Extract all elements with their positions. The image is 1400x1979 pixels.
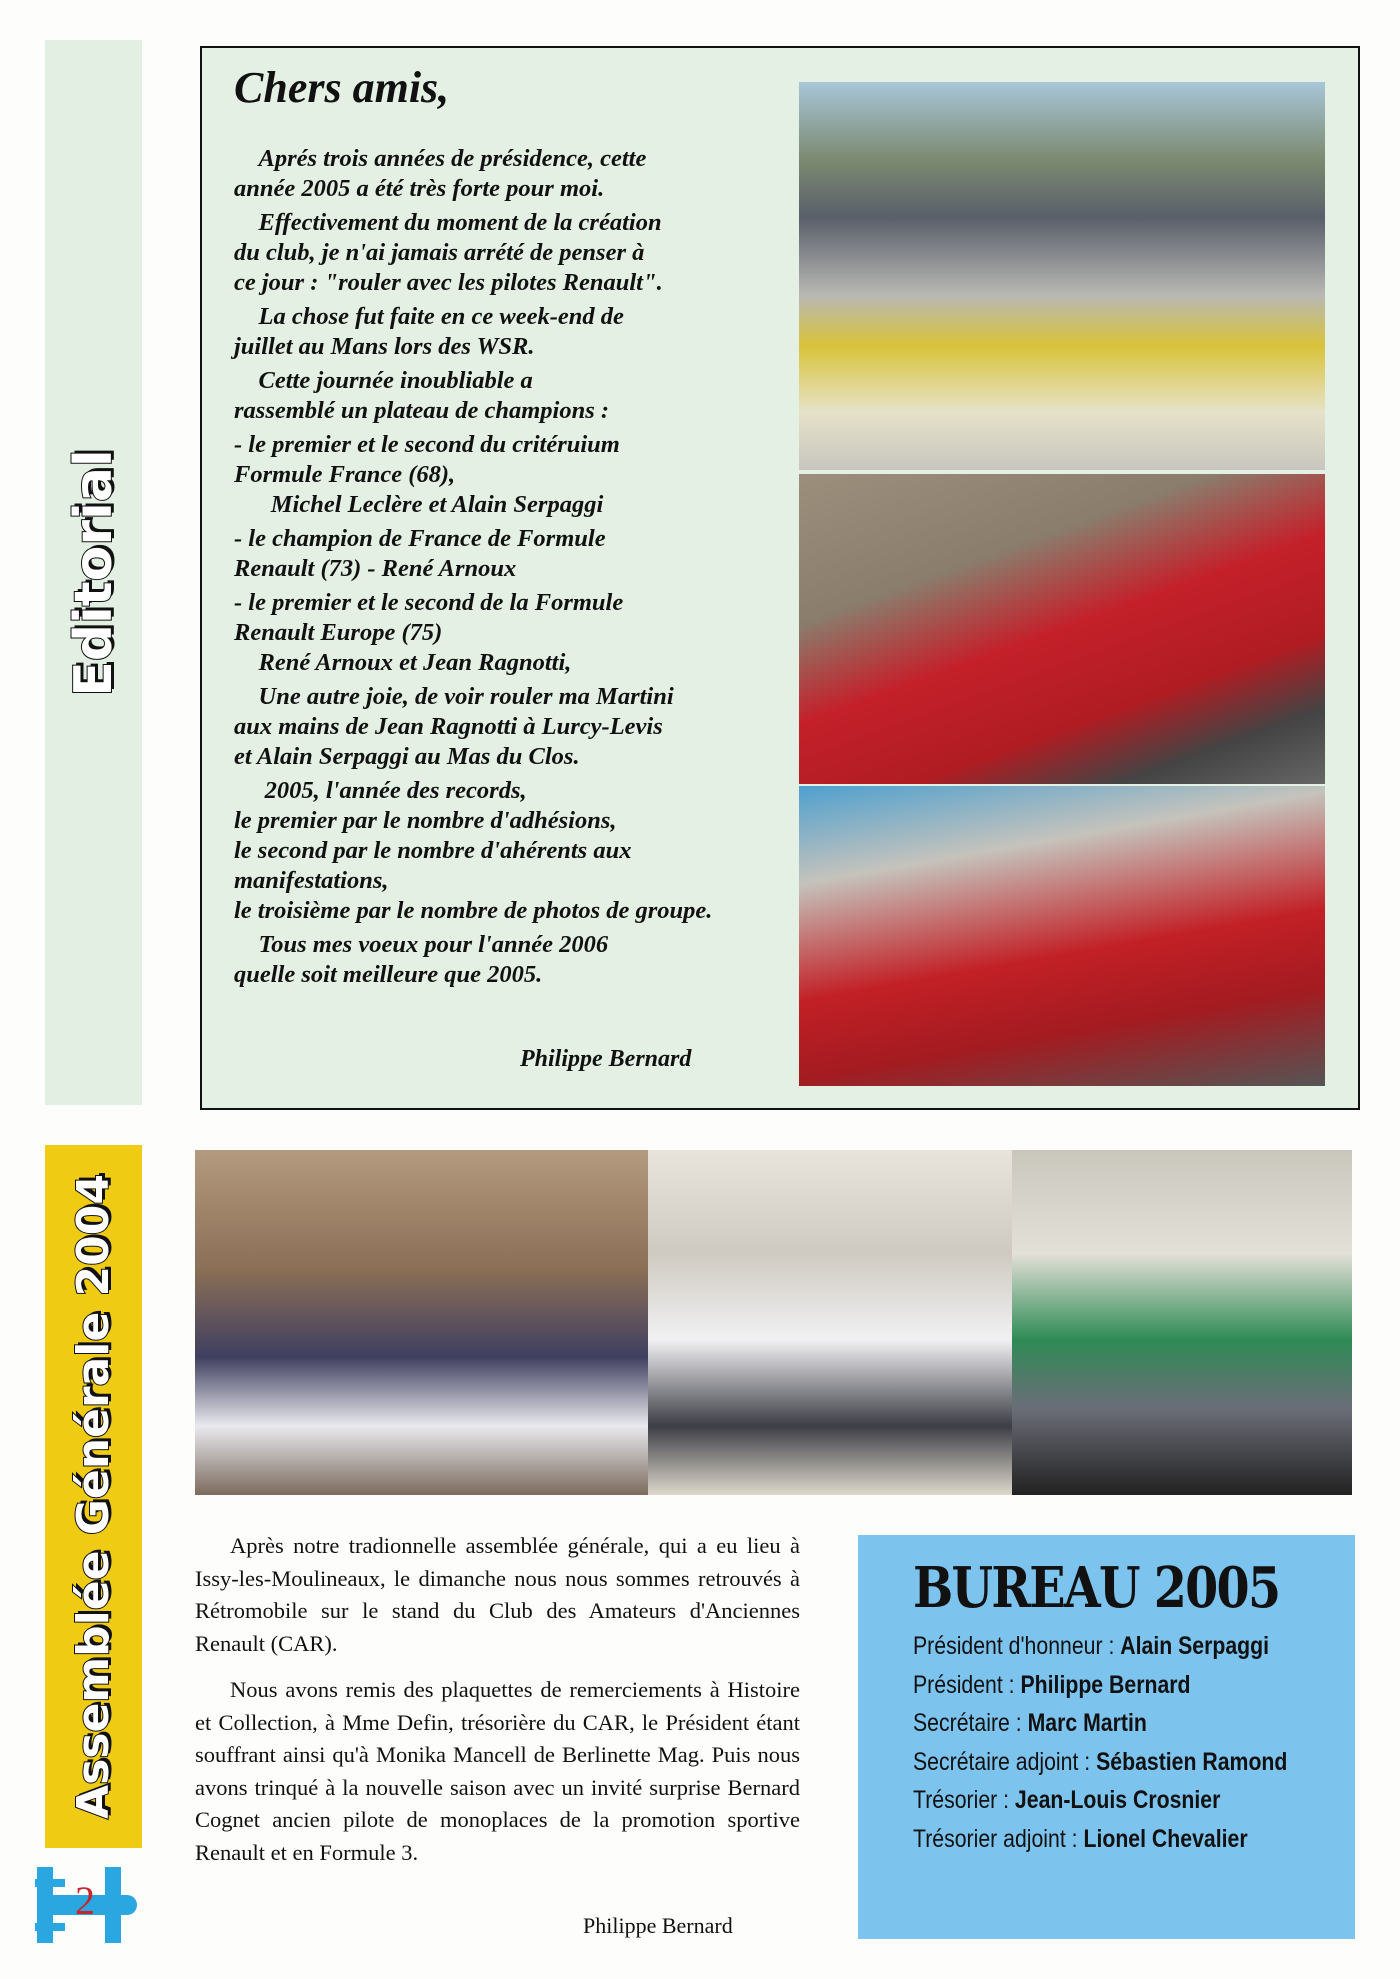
editorial-line: quelle soit meilleure que 2005. (234, 961, 543, 988)
editorial-line: Effectivement du moment de la création (234, 209, 662, 236)
photo-assembly-meeting (195, 1150, 648, 1495)
editorial-line: année 2005 a été très forte pour moi. (234, 175, 605, 202)
article-paragraph: Après notre tradionnelle assemblée générale, qui a eu lieu à Issy-les-Moulineaux, le dimanche nous nous sommes retrouvés à Rétromobile sur le stand du Club des Amateurs d'Anciennes Renault (CAR). (195, 1533, 800, 1656)
bureau-member-name: Alain Serpaggi (1120, 1632, 1270, 1660)
editorial-line: Une autre joie, de voir rouler ma Martini (234, 683, 674, 710)
editorial-line: Renault Europe (75) (234, 619, 443, 646)
page-number-logo (35, 1865, 150, 1945)
page-number: 2 (75, 1878, 95, 1923)
editorial-line: - le champion de France de Formule (234, 525, 606, 552)
editorial-line: Tous mes voeux pour l'année 2006 (234, 931, 609, 958)
editorial-line: aux mains de Jean Ragnotti à Lurcy-Levis (234, 713, 663, 740)
editorial-line: et Alain Serpaggi au Mas du Clos. (234, 743, 580, 770)
editorial-line: Aprés trois années de présidence, cette (234, 145, 647, 172)
editorial-tab-label: Editorial (63, 448, 124, 697)
bureau-member-name: Sébastien Ramond (1096, 1747, 1288, 1776)
editorial-line: - le premier et le second du critéruium (234, 431, 620, 458)
editorial-line: le second par le nombre d'ahérents aux (234, 837, 632, 864)
editorial-line: Formule France (68), (234, 461, 456, 488)
bureau-member-row (913, 1781, 1289, 1820)
photo-martini-car-42 (799, 786, 1325, 1086)
editorial-line: manifestations, (234, 867, 389, 894)
assemblee-tab-label: Assemblée Générale 2004 (68, 1174, 120, 1819)
photo-plaque-presentation (1012, 1150, 1352, 1495)
bureau-box (858, 1535, 1355, 1939)
editorial-title: Chers amis, (234, 63, 450, 112)
bureau-member-name: Jean-Louis Crosnier (1014, 1786, 1221, 1814)
editorial-line: le premier par le nombre d'adhésions, (234, 807, 617, 834)
bureau-member-name: Marc Martin (1027, 1709, 1147, 1737)
editorial-line: 2005, l'année des records, (234, 777, 527, 804)
article-paragraph: Nous avons remis des plaquettes de remerciements à Histoire et Collection, à Mme Defin, trésorière du CAR, le Président étant souffrant ainsi qu'à Monika Mancell de Berlinette Mag. Puis nous avons trinqué à la nouvelle saison avec un invité surprise Bernard Cognet ancien pilote de monoplaces de la promotion sportive Renault et en Formule 3. (195, 1677, 800, 1865)
editorial-line: ce jour : "rouler avec les pilotes Renault". (234, 269, 663, 296)
editorial-line: La chose fut faite en ce week-end de (234, 303, 624, 330)
editorial-line: - le premier et le second de la Formule (234, 589, 624, 616)
assemblee-section-tab (45, 1145, 142, 1848)
editorial-line: du club, je n'ai jamais arrété de penser à (234, 239, 645, 266)
bureau-role: Président : (913, 1670, 1021, 1699)
bureau-member-row (913, 1820, 1289, 1859)
editorial-text (234, 144, 814, 990)
editorial-line: René Arnoux et Jean Ragnotti, (234, 649, 572, 676)
photo-alpine-renault-crowd (799, 82, 1325, 470)
photo-retromobile-stand (648, 1150, 1012, 1495)
bureau-member-row (913, 1666, 1289, 1705)
editorial-line: le troisième par le nombre de photos de groupe. (234, 897, 713, 924)
editorial-section-tab (45, 40, 142, 1105)
editorial-line: Cette journée inoubliable a (234, 367, 533, 394)
bureau-member-name: Lionel Chevalier (1083, 1824, 1248, 1853)
bureau-member-row (913, 1627, 1289, 1666)
editorial-line: Michel Leclère et Alain Serpaggi (234, 491, 604, 518)
article-signature: Philippe Bernard (583, 1913, 733, 1938)
bureau-role: Trésorier adjoint : (913, 1824, 1084, 1853)
bureau-role: Président d'honneur : (913, 1632, 1121, 1660)
bureau-role: Trésorier : (913, 1786, 1015, 1814)
editorial-signature: Philippe Bernard (520, 1046, 692, 1072)
bureau-title: BUREAU 2005 (913, 1555, 1280, 1621)
assemblee-article (195, 1530, 800, 1883)
bureau-member-row (913, 1743, 1289, 1782)
editorial-line: juillet au Mans lors des WSR. (234, 333, 535, 360)
editorial-line: rassemblé un plateau de champions : (234, 397, 610, 424)
bureau-member-row (913, 1704, 1289, 1743)
bureau-member-name: Philippe Bernard (1020, 1670, 1191, 1699)
editorial-line: Renault (73) - René Arnoux (234, 555, 517, 582)
photo-martini-formula-car (799, 474, 1325, 784)
bureau-role: Secrétaire adjoint : (913, 1747, 1097, 1776)
bureau-role: Secrétaire : (913, 1709, 1028, 1737)
editorial-box (200, 46, 1360, 1110)
